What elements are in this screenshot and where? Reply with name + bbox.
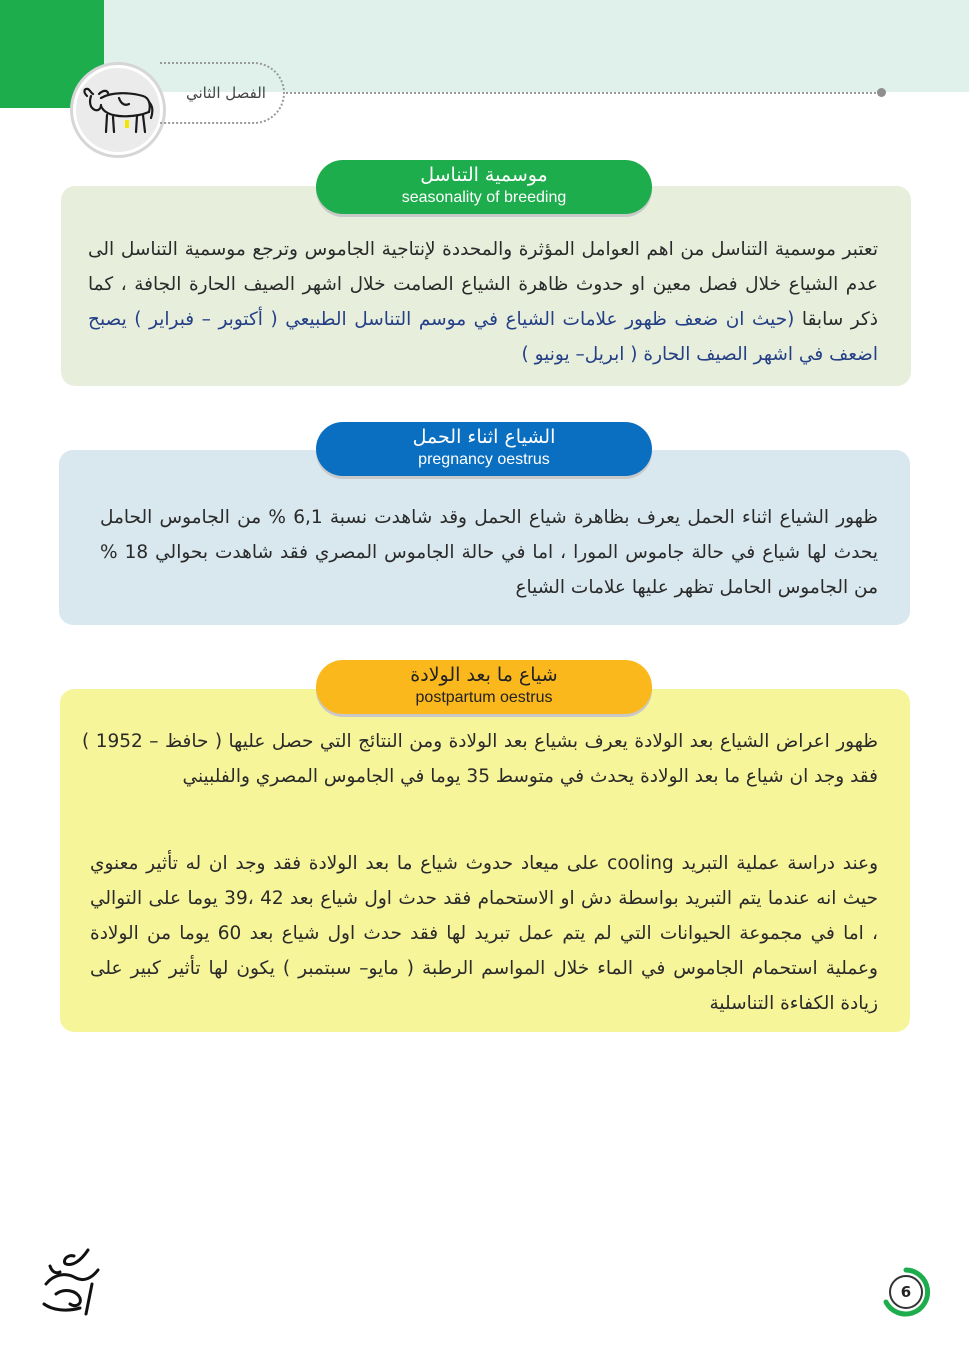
section-title-en: postpartum oestrus — [415, 689, 553, 706]
section-title-ar: الشياع اثناء الحمل — [412, 426, 556, 448]
section-title-en: seasonality of breeding — [401, 189, 567, 206]
page-number: 6 — [889, 1275, 923, 1309]
header-line-end-dot — [877, 88, 886, 97]
paragraph-text: تعتبر موسمية التناسل من اهم العوامل المؤثرة والمحددة لإنتاجية الجاموس وترجع موسمية التناسل الى عدم الشياع خلال فصل معين او حدوث ظاهرة الشياع الصامت خلال اشهر الصيف الحارة الجافة ، كما ذكر سابقا — [88, 239, 879, 330]
chapter-label: الفصل الثاني — [186, 84, 266, 102]
highlighted-text: (حيث ان ضعف ظهور علامات الشياع في موسم التناسل الطبيعي ( أكتوبر – فبراير ) يصبح اضعف في اشهر الصيف الحارة ( ابريل– يونيو ) — [88, 309, 878, 365]
section-text-postpartum-1: ظهور اعراض الشياع بعد الولادة يعرف بشياع بعد الولادة ومن النتائج التي حصل عليها ( حافظ – 1952 ) فقد وجد ان شياع ما بعد الولادة يحدث في متوسط 35 يوما في الجاموس المصري والفلبيني — [82, 731, 878, 787]
section-title-ar: شياع ما بعد الولادة — [410, 664, 558, 686]
calligraphy-signature-icon — [36, 1244, 108, 1322]
section-text-postpartum-2: وعند دراسة عملية التبريد cooling على ميعاد حدوث شياع ما بعد الولادة فقد وجد ان له تأثير معنوي حيث انه عندما يتم التبريد بواسطة دش او الاستحمام فقد حدث اول شياع بعد 42 ،39 يوما على التوالي ، اما في مجموعة الحيوانات التي لم يتم عمل تبريد لها فقد حدث اول شياع بعد 60 يوما من الولادة وعملية استحمام الجاموس في الماء خلال المواسم الرطبة ( مايو– سبتمبر ) يكون لها تأثير كبير على زيادة الكفاءة التناسلية — [90, 853, 879, 1014]
section-title-seasonality — [316, 160, 652, 214]
section-title-en: pregnancy oestrus — [418, 451, 550, 468]
header-dotted-line — [286, 92, 880, 94]
section-title-pregnancy — [316, 422, 652, 476]
chapter-logo — [70, 62, 166, 158]
section-text-seasonality — [88, 232, 878, 372]
section-title-postpartum — [316, 660, 652, 714]
buffalo-icon — [81, 82, 155, 138]
section-text-pregnancy: ظهور الشياع اثناء الحمل يعرف بظاهرة شياع الحمل وقد شاهدت نسبة 6,1 % من الجاموس الحامل يحدث لها شياع في حالة جاموس المورا ، اما في حالة الجاموس المصري فقد شاهدت بحوالي 18 % من الجاموس الحامل تظهر عليها علامات الشياع — [100, 507, 878, 598]
section-title-ar: موسمية التناسل — [420, 164, 548, 186]
